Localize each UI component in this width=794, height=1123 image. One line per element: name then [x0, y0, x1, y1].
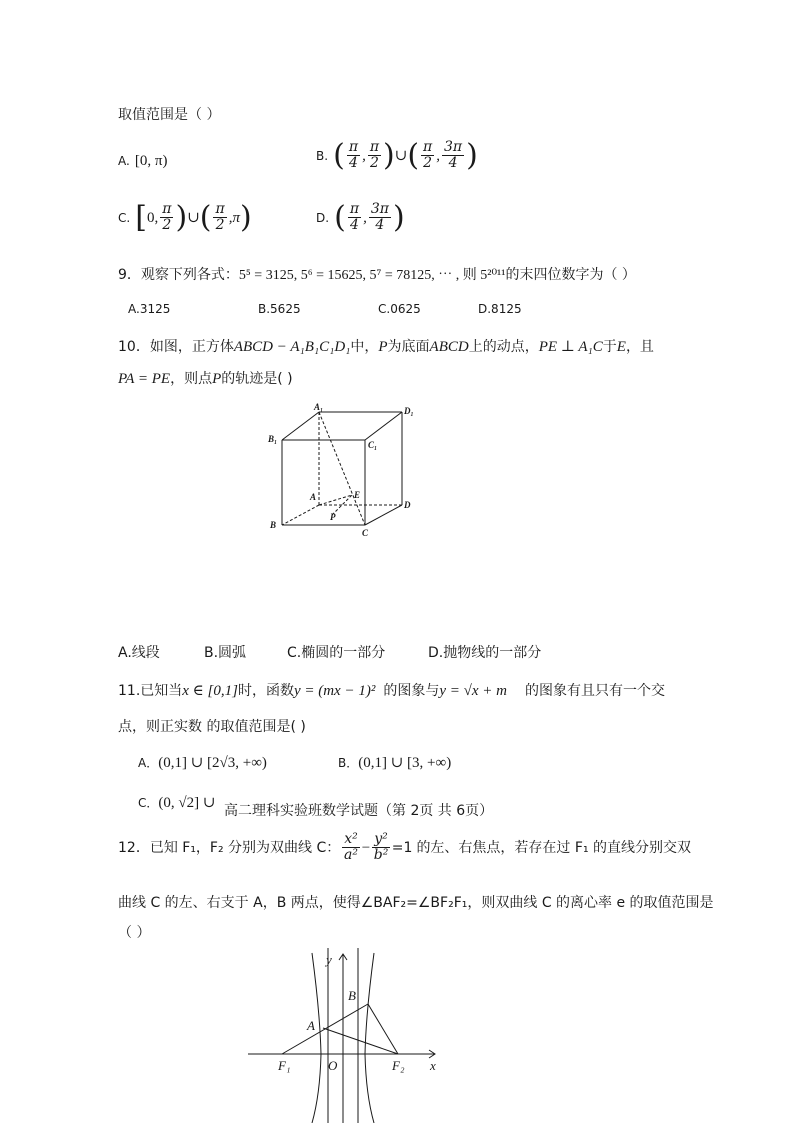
q9-option-a: A.3125 [128, 302, 171, 316]
q10-option-c: C.椭圆的一部分 [287, 645, 386, 661]
q8-option-d-label: D. [316, 211, 330, 225]
q10-label-a1: A₁ [314, 402, 324, 412]
q10-label-c1: C₁ [368, 440, 378, 450]
q12-stem-line3: （ ） [118, 925, 151, 941]
q10-label-a: A [310, 492, 317, 502]
q11-option-c: C．(0, √2] ∪ [138, 795, 216, 811]
q12-label-f1: F₁ [278, 1058, 291, 1073]
q10-stem-line1: 10．如图，正方体ABCD − A₁B₁C₁D₁中，P为底面ABCD上的动点，PE ⊥ A₁C于E，且 [118, 339, 654, 355]
q10-label-e: E [354, 490, 361, 500]
q8-option-a-math: [0, π) [134, 153, 168, 169]
q10-label-b: B [270, 520, 277, 530]
q11-option-b: B．(0,1] ∪ [3, +∞) [338, 755, 452, 771]
q10-label-p: P [330, 512, 336, 522]
q10-label-d1: D₁ [404, 406, 414, 416]
q10-label-c: C [362, 528, 369, 538]
q11-stem-line2: 点，则正实数 的取值范围是( ) [118, 719, 306, 735]
q11-option-a: A．(0,1] ∪ [2√3, +∞) [138, 755, 267, 771]
q12-label-y: y [326, 952, 332, 967]
page-footer: 高二理科实验班数学试题（第 2页 共 6页） [222, 800, 495, 820]
q10-option-b: B.圆弧 [204, 645, 247, 661]
q9-option-d: D.8125 [478, 302, 522, 316]
q10-option-a: A.线段 [118, 645, 160, 661]
q12-stem-line2: 曲线 C 的左、右支于 A，B 两点，使得∠BAF₂=∠BF₂F₁，则双曲线 C 的离心率 e 的取值范围是 [118, 895, 714, 911]
q11-stem-line1: 11.已知当x ∈ [0,1]时，函数y = (mx − 1)² 的图象与y = √x + m 的图象有且只有一个交 [118, 683, 665, 699]
q9-option-c: C.0625 [378, 302, 421, 316]
q12-stem-line1: 12．已知 F₁，F₂ 分别为双曲线 C： $\frac{\text{x²}}{\text{a²}}$ − $\frac{\text{y²}}{\text{b²}}$ =1 的左、右焦点，若存在过 F₁ 的直线分别交双 [118, 831, 692, 863]
q9-prefix: 9．观察下列各式： [118, 267, 239, 283]
q12-label-b: B [348, 988, 356, 1003]
q10-label-d: D [404, 500, 411, 510]
q8-option-d: D. ( $\frac{\pi}{4}$ , $\frac{3\pi}{4}$ ) [316, 200, 405, 235]
q10-label-b1: B₁ [268, 434, 278, 444]
q8-option-c-label: C. [118, 211, 131, 225]
q9-formula: 5⁵ = 3125, 5⁶ = 15625, 5⁷ = 78125, ⋯ , 则 5²⁰¹¹ [238, 268, 506, 283]
q10-cube-figure [262, 400, 422, 545]
q12-hyperbola-figure [240, 948, 450, 1123]
q8-option-b-label: B. [316, 149, 329, 163]
q9-stem [118, 264, 636, 284]
q8-option-b: B. ( $\frac{\pi}{4}$ , $\frac{\pi}{2}$ )∪( $\frac{\pi}{2}$ , $\frac{3\pi}{4}$ ) [316, 138, 478, 173]
q9-option-b: B.5625 [258, 302, 301, 316]
q12-label-f2: F₂ [392, 1058, 405, 1073]
q10-option-d: D.抛物线的一部分 [428, 645, 542, 661]
q12-label-o: O [328, 1058, 338, 1073]
q8-option-a-label: A. [118, 154, 130, 168]
q8-option-c: C. [0, $\frac{\pi}{2}$ )∪( $\frac{\pi}{2}$ ,π) [118, 200, 252, 235]
q9-suffix: 的末四位数字为（ ） [505, 267, 636, 283]
q8-tail-text: 取值范围是（ ） [118, 107, 221, 123]
q10-stem-line2: PA = PE，则点P的轨迹是( ) [118, 371, 293, 387]
q12-label-x: x [430, 1058, 436, 1073]
q8-option-a [118, 150, 167, 170]
q12-label-a: A [307, 1018, 315, 1033]
